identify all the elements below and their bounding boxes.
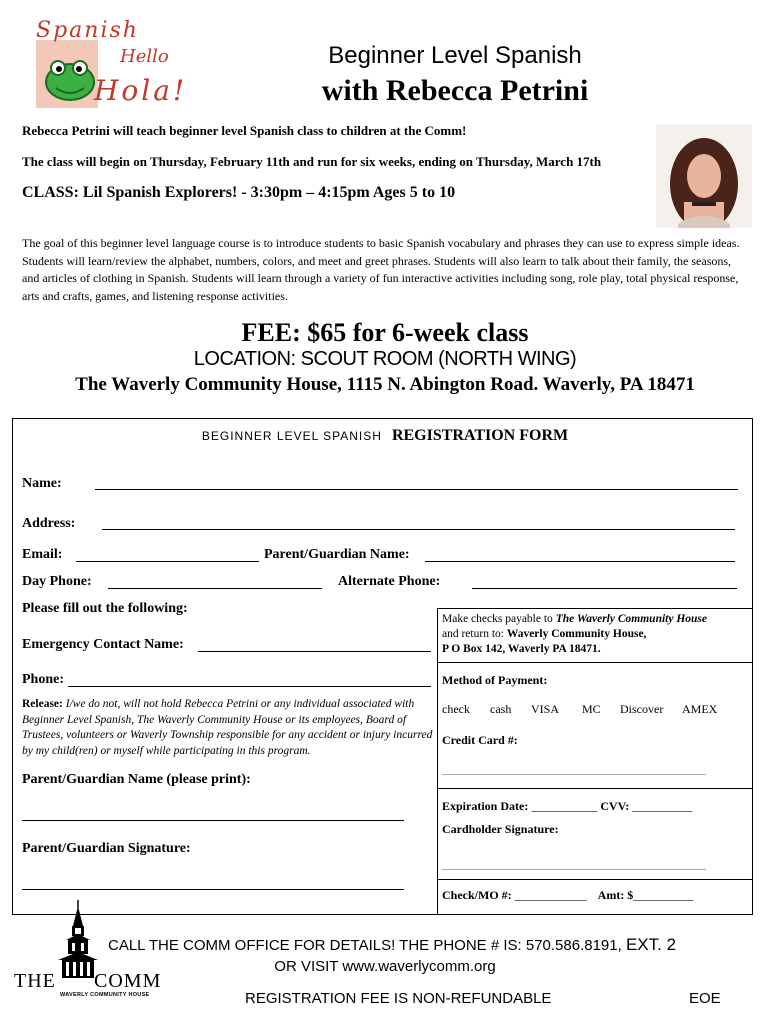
expiration-field[interactable]: ___________ <box>531 799 598 813</box>
cvv-field[interactable]: __________ <box>632 799 693 813</box>
release-text <box>22 697 437 759</box>
logo-word-spanish: Spanish <box>36 18 139 43</box>
name-label: Name: <box>22 476 62 491</box>
checks-payable <box>442 612 747 657</box>
name-field[interactable] <box>95 489 738 490</box>
visit-line: OR VISIT www.waverlycomm.org <box>274 958 496 975</box>
amt-label: Amt: $ <box>597 888 634 902</box>
return-name: Waverly Community House, <box>506 628 647 640</box>
expiration-row <box>442 799 692 814</box>
cvv-label: CVV: <box>600 799 630 813</box>
class-line: CLASS: Lil Spanish Explorers! - 3:30pm – 4:15pm Ages 5 to 10 <box>22 184 456 201</box>
comm-logo-the: THE <box>14 970 56 992</box>
teacher-photo <box>656 124 752 228</box>
course-description: The goal of this beginner level language course is to introduce students to basic Spanish vocabulary and phrases they can use to express simple ideas. Students will learn/review the alphabet, numbers, colors, and meet and greet phrases. Students will also learn to talk about their family, the seasons, and articles of clothing in Spanish. Students will learn through a variety of fun interactive activities including song, role play, total physical response, arts and crafts, games, and listening response activities. <box>22 236 740 303</box>
expiration-label: Expiration Date: <box>442 799 529 813</box>
credit-card-field[interactable] <box>442 774 706 775</box>
day-phone-label: Day Phone: <box>22 574 92 589</box>
checks-prefix: Make checks payable to <box>442 613 556 625</box>
portrait-icon <box>656 124 752 228</box>
cardholder-label: Cardholder Signature: <box>442 822 559 836</box>
logo-word-hello: Hello <box>120 46 169 67</box>
checkmo-label: Check/MO #: <box>442 888 512 902</box>
checkmo-field[interactable]: ____________ <box>514 888 587 902</box>
location-line: LOCATION: SCOUT ROOM (NORTH WING) <box>193 348 577 370</box>
call-ext: EXT. 2 <box>625 935 677 954</box>
return-address: P O Box 142, Waverly PA 18471. <box>442 643 601 655</box>
guardian-name-field[interactable] <box>425 561 735 562</box>
amt-field[interactable]: __________ <box>633 888 694 902</box>
comm-logo-comm: COMM <box>94 970 162 992</box>
address-field[interactable] <box>102 529 735 530</box>
credit-card-label: Credit Card #: <box>442 733 518 747</box>
guardian-signature-label: Parent/Guardian Signature: <box>22 841 191 856</box>
phone-label: Phone: <box>22 672 64 687</box>
cardholder-field[interactable] <box>442 869 706 870</box>
address-label: Address: <box>22 516 76 531</box>
eoe: EOE <box>689 990 721 1007</box>
form-title-small: BEGINNER LEVEL SPANISH <box>201 429 382 443</box>
payment-divider-1 <box>437 662 753 663</box>
form-title-big: REGISTRATION FORM <box>391 427 569 444</box>
intro-p1: Rebecca Petrini will teach beginner level Spanish class to children at the Comm! <box>22 123 467 138</box>
intro-p2: The class will begin on Thursday, February 11th and run for six weeks, ending on Thursday, March 17th <box>22 154 602 169</box>
release-body: I/we do not, will not hold Rebecca Petrini or any individual associated with Beginner Level Spanish, The Waverly Community House or its employees, Board of Trustees, volunteers or Waverly Township responsible for any accident or injury incurred by my child(ren) or myself while participating in this program. <box>22 698 433 757</box>
email-label: Email: <box>22 547 63 562</box>
logo-word-hola: Hola! <box>94 74 188 107</box>
comm-logo-sub: WAVERLY COMMUNITY HOUSE <box>60 992 150 998</box>
return-prefix: and return to: <box>442 628 507 640</box>
method-mc[interactable]: MC <box>582 702 601 716</box>
method-amex[interactable]: AMEX <box>682 702 718 716</box>
header-line1: Beginner Level Spanish <box>328 42 582 69</box>
method-discover[interactable]: Discover <box>620 702 664 716</box>
payment-divider-2 <box>437 788 753 789</box>
method-visa[interactable]: VISA <box>531 702 560 716</box>
alt-phone-field[interactable] <box>472 588 737 589</box>
phone-field[interactable] <box>68 686 431 687</box>
method-check[interactable]: check <box>442 702 470 716</box>
non-refundable: REGISTRATION FEE IS NON-REFUNDABLE <box>245 990 552 1007</box>
method-label: Method of Payment: <box>442 673 548 687</box>
day-phone-field[interactable] <box>108 588 322 589</box>
header-line2: with Rebecca Petrini <box>321 74 589 107</box>
call-line <box>108 935 676 955</box>
email-field[interactable] <box>76 561 259 562</box>
fill-out-label: Please fill out the following: <box>22 601 188 616</box>
checkmo-row <box>442 888 693 903</box>
location-address: The Waverly Community House, 1115 N. Abington Road. Waverly, PA 18471 <box>75 374 695 395</box>
form-title <box>0 427 770 445</box>
payment-divider-3 <box>437 879 753 880</box>
fee-line: FEE: $65 for 6-week class <box>241 318 529 347</box>
guardian-name-label: Parent/Guardian Name: <box>264 547 410 562</box>
guardian-print-field[interactable] <box>22 820 404 821</box>
method-cash[interactable]: cash <box>490 702 512 716</box>
guardian-signature-field[interactable] <box>22 889 404 890</box>
guardian-print-label: Parent/Guardian Name (please print): <box>22 772 251 787</box>
alt-phone-label: Alternate Phone: <box>338 574 441 589</box>
checks-payee: The Waverly Community House <box>555 613 708 625</box>
release-label: Release: <box>22 698 63 710</box>
call-text: CALL THE COMM OFFICE FOR DETAILS! THE PHONE # IS: 570.586.8191, <box>108 937 626 954</box>
emergency-label: Emergency Contact Name: <box>22 637 184 652</box>
emergency-field[interactable] <box>198 651 431 652</box>
